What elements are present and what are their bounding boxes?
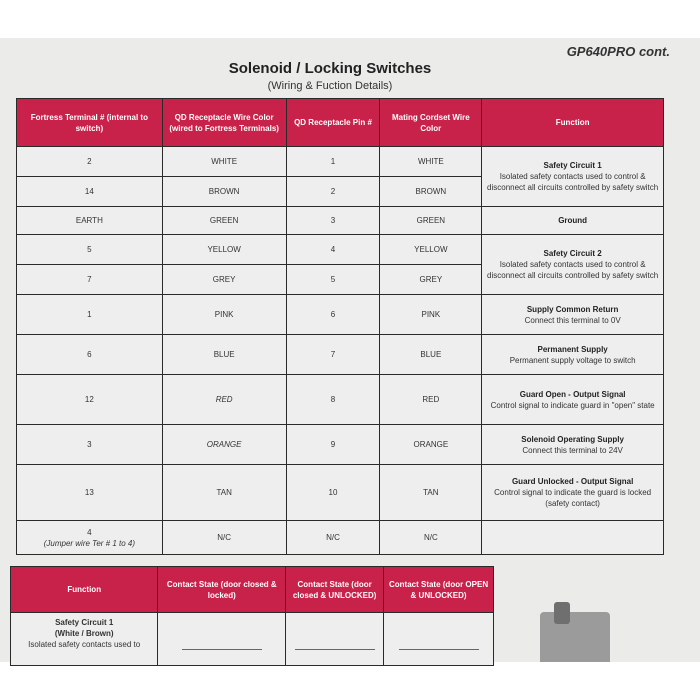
cordset-cell: BROWN bbox=[380, 177, 482, 207]
function-title: Ground bbox=[558, 216, 588, 225]
header-function: Function bbox=[11, 567, 158, 613]
contact-state-cell bbox=[158, 613, 286, 666]
header-terminal: Fortress Terminal # (internal to switch) bbox=[17, 99, 163, 147]
header-pin: QD Receptacle Pin # bbox=[286, 99, 380, 147]
terminal-cell: 13 bbox=[17, 465, 163, 521]
cordset-cell: N/C bbox=[380, 521, 482, 555]
header-function: Function bbox=[482, 99, 664, 147]
qd-color-cell: WHITE bbox=[162, 147, 286, 177]
cordset-cell: GREY bbox=[380, 265, 482, 295]
function-cell bbox=[482, 375, 664, 425]
cordset-cell: GREEN bbox=[380, 207, 482, 235]
function-desc: Connect this terminal to 0V bbox=[524, 315, 621, 325]
function-cell bbox=[482, 425, 664, 465]
terminal-cell: 14 bbox=[17, 177, 163, 207]
contact-symbol bbox=[399, 641, 479, 650]
table-row bbox=[17, 521, 664, 555]
qd-color-cell: RED bbox=[162, 375, 286, 425]
cordset-cell: BLUE bbox=[380, 335, 482, 375]
function-desc: Permanent supply voltage to switch bbox=[509, 355, 636, 365]
pin-cell: 9 bbox=[286, 425, 380, 465]
table-row bbox=[17, 207, 664, 235]
terminal-note: (Jumper wire Ter # 1 to 4) bbox=[43, 538, 136, 548]
function-title: Safety Circuit 1 bbox=[55, 618, 114, 627]
function-cell bbox=[482, 295, 664, 335]
contact-state-cell bbox=[384, 613, 494, 666]
page-subtitle: (Wiring & Fuction Details) bbox=[267, 80, 393, 92]
pin-cell: 10 bbox=[286, 465, 380, 521]
function-desc: Isolated safety contacts used to bbox=[28, 640, 141, 649]
pin-cell: 5 bbox=[286, 265, 380, 295]
function-cell bbox=[482, 147, 664, 207]
function-desc: Isolated safety contacts used to control & disconnect all circuits controlled by safety switch bbox=[487, 172, 659, 192]
pin-cell: 6 bbox=[286, 295, 380, 335]
pin-cell: 2 bbox=[286, 177, 380, 207]
terminal-cell: 12 bbox=[17, 375, 163, 425]
table-row bbox=[17, 375, 664, 425]
function-title: Safety Circuit 2 bbox=[543, 249, 602, 258]
model-code: GP640PRO cont. bbox=[566, 44, 670, 59]
cordset-cell: PINK bbox=[380, 295, 482, 335]
header-open-unlocked: Contact State (door OPEN & UNLOCKED) bbox=[384, 567, 494, 613]
terminal-cell: 6 bbox=[17, 335, 163, 375]
page-title: Solenoid / Locking Switches bbox=[228, 60, 432, 77]
function-title: Solenoid Operating Supply bbox=[521, 434, 624, 444]
pin-cell: 1 bbox=[286, 147, 380, 177]
header-cordset-color: Mating Cordset Wire Color bbox=[380, 99, 482, 147]
function-title: Supply Common Return bbox=[526, 304, 619, 314]
contact-state-cell bbox=[286, 613, 384, 666]
switch-device-image bbox=[540, 612, 610, 662]
terminal-number: 4 bbox=[87, 527, 92, 537]
qd-color-cell: N/C bbox=[162, 521, 286, 555]
cordset-cell: ORANGE bbox=[380, 425, 482, 465]
terminal-cell bbox=[17, 521, 163, 555]
function-title: Guard Unlocked - Output Signal bbox=[511, 477, 634, 486]
qd-color-cell: YELLOW bbox=[162, 235, 286, 265]
table-row bbox=[17, 235, 664, 265]
qd-color-cell: BROWN bbox=[162, 177, 286, 207]
function-cell bbox=[482, 335, 664, 375]
terminal-cell: 5 bbox=[17, 235, 163, 265]
function-cell bbox=[482, 207, 664, 235]
function-title: Safety Circuit 1 bbox=[543, 161, 602, 170]
pin-cell: 8 bbox=[286, 375, 380, 425]
terminal-cell: 1 bbox=[17, 295, 163, 335]
pin-cell: 7 bbox=[286, 335, 380, 375]
qd-color-cell: ORANGE bbox=[162, 425, 286, 465]
function-desc: Isolated safety contacts used to control & disconnect all circuits controlled by safety switch bbox=[487, 260, 659, 280]
terminal-cell: EARTH bbox=[17, 207, 163, 235]
header-qd-color: QD Receptacle Wire Color (wired to Fortress Terminals) bbox=[162, 99, 286, 147]
cordset-cell: TAN bbox=[380, 465, 482, 521]
qd-color-cell: TAN bbox=[162, 465, 286, 521]
function-cell bbox=[482, 235, 664, 295]
contact-state-table bbox=[10, 566, 494, 666]
function-desc: Control signal to indicate the guard is locked (safety contact) bbox=[494, 488, 652, 508]
qd-color-cell: BLUE bbox=[162, 335, 286, 375]
terminal-cell: 3 bbox=[17, 425, 163, 465]
function-desc: Connect this terminal to 24V bbox=[522, 445, 623, 455]
header-closed-unlocked: Contact State (door closed & UNLOCKED) bbox=[286, 567, 384, 613]
wiring-table bbox=[16, 98, 664, 555]
header-closed-locked: Contact State (door closed & locked) bbox=[158, 567, 286, 613]
table-row bbox=[17, 425, 664, 465]
qd-color-cell: PINK bbox=[162, 295, 286, 335]
pin-cell: N/C bbox=[286, 521, 380, 555]
pin-cell: 4 bbox=[286, 235, 380, 265]
function-title: Guard Open - Output Signal bbox=[519, 389, 626, 399]
function-cell bbox=[482, 521, 664, 555]
function-cell bbox=[11, 613, 158, 666]
function-cell bbox=[482, 465, 664, 521]
terminal-cell: 2 bbox=[17, 147, 163, 177]
terminal-cell: 7 bbox=[17, 265, 163, 295]
table-row bbox=[17, 147, 664, 177]
table-row bbox=[17, 295, 664, 335]
cordset-cell: WHITE bbox=[380, 147, 482, 177]
function-desc: Control signal to indicate guard in "open" state bbox=[490, 400, 655, 410]
cordset-cell: YELLOW bbox=[380, 235, 482, 265]
table-row bbox=[17, 335, 664, 375]
contact-symbol bbox=[182, 641, 262, 650]
qd-color-cell: GREY bbox=[162, 265, 286, 295]
function-title: Permanent Supply bbox=[537, 344, 608, 354]
table-row bbox=[17, 465, 664, 521]
function-subtitle: (White / Brown) bbox=[54, 629, 114, 638]
qd-color-cell: GREEN bbox=[162, 207, 286, 235]
cordset-cell: RED bbox=[380, 375, 482, 425]
pin-cell: 3 bbox=[286, 207, 380, 235]
contact-symbol bbox=[295, 641, 375, 650]
table-row bbox=[11, 613, 494, 666]
